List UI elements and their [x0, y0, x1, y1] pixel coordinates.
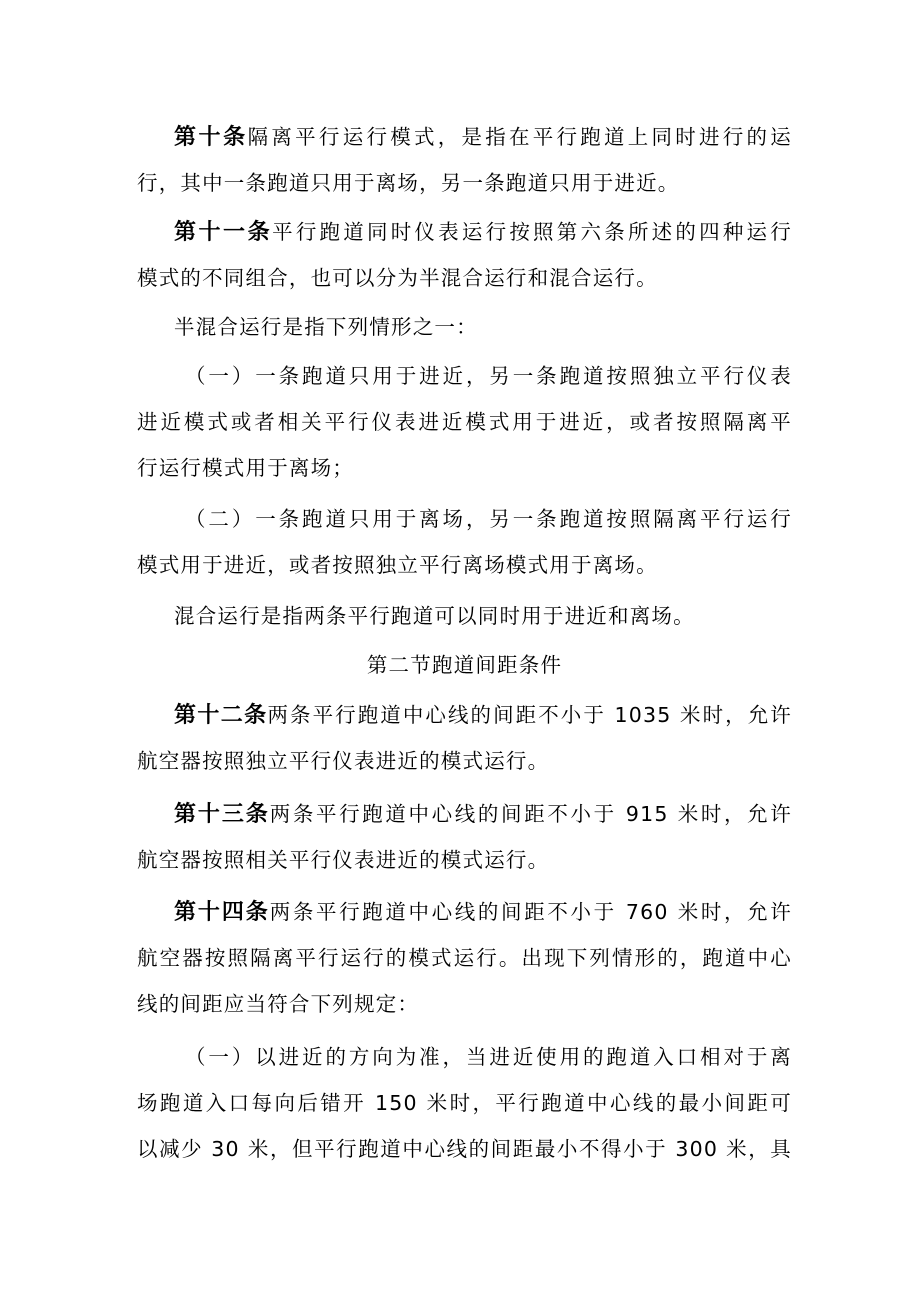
article-14-heading: 第十四条 [174, 900, 270, 925]
semi-mixed-intro-block [137, 304, 792, 350]
semi-mixed-item-1-line-3: 行运行模式用于离场； [137, 456, 354, 480]
article-12-line-1 [137, 692, 792, 738]
article-14-item-1 [137, 1034, 792, 1172]
article-14 [137, 889, 792, 1027]
semi-mixed-item-2-line-1: （二）一条跑道只用于离场，另一条跑道按照隔离平行运行 [185, 507, 792, 531]
article-12 [137, 692, 792, 784]
article-10-heading: 第十条 [174, 125, 248, 150]
article-14-item-1-line-2: 场跑道入口每向后错开 150 米时，平行跑道中心线的最小间距可 [137, 1091, 792, 1115]
article-12-line-2: 航空器按照独立平行仪表进近的模式运行。 [137, 749, 550, 773]
article-10-line-1 [137, 114, 792, 160]
article-13 [137, 791, 792, 883]
section-title: 第二节跑道间距条件 [366, 653, 563, 677]
semi-mixed-item-2-line-2: 模式用于进近，或者按照独立平行离场模式用于离场。 [137, 553, 658, 577]
article-12-text-1: 两条平行跑道中心线的间距不小于 1035 米时，允许 [267, 703, 792, 727]
article-14-item-1-line-3: 以减少 30 米，但平行跑道中心线的间距最小不得小于 300 米，具 [137, 1137, 792, 1161]
article-11-heading: 第十一条 [174, 220, 273, 245]
article-10-text-1: 隔离平行运行模式，是指在平行跑道上同时进行的运 [247, 125, 792, 149]
semi-mixed-intro: 半混合运行是指下列情形之一： [174, 315, 478, 339]
article-12-heading: 第十二条 [174, 703, 268, 728]
article-14-line-2: 航空器按照隔离平行运行的模式运行。出现下列情形的，跑道中心 [137, 946, 792, 970]
article-14-line-3: 线的间距应当符合下列规定： [137, 992, 420, 1016]
article-11-line-1 [137, 209, 792, 255]
article-10-line-2: 行，其中一条跑道只用于离场，另一条跑道只用于进近。 [137, 171, 680, 195]
mixed-operation-block [137, 593, 792, 639]
article-14-text-1: 两条平行跑道中心线的间距不小于 760 米时，允许 [269, 900, 792, 924]
article-11 [137, 209, 792, 301]
article-14-item-1-line-1: （一）以进近的方向为准，当进近使用的跑道入口相对于离 [185, 1045, 792, 1069]
article-13-text-1: 两条平行跑道中心线的间距不小于 915 米时，允许 [269, 802, 792, 826]
article-13-line-1 [137, 791, 792, 837]
semi-mixed-item-2 [137, 496, 792, 588]
semi-mixed-item-1-line-1: （一）一条跑道只用于进近，另一条跑道按照独立平行仪表 [185, 364, 792, 388]
article-14-line-1 [137, 889, 792, 935]
article-13-line-2: 航空器按照相关平行仪表进近的模式运行。 [137, 848, 550, 872]
article-10 [137, 114, 792, 206]
mixed-operation-text: 混合运行是指两条平行跑道可以同时用于进近和离场。 [174, 604, 695, 628]
article-11-line-2: 模式的不同组合，也可以分为半混合运行和混合运行。 [137, 266, 658, 290]
section-heading-block [137, 642, 792, 688]
article-11-text-1: 平行跑道同时仪表运行按照第六条所述的四种运行 [272, 220, 792, 244]
article-13-heading: 第十三条 [174, 802, 270, 827]
semi-mixed-item-1-line-2: 进近模式或者相关平行仪表进近模式用于进近，或者按照隔离平 [137, 410, 792, 434]
semi-mixed-item-1 [137, 353, 792, 491]
